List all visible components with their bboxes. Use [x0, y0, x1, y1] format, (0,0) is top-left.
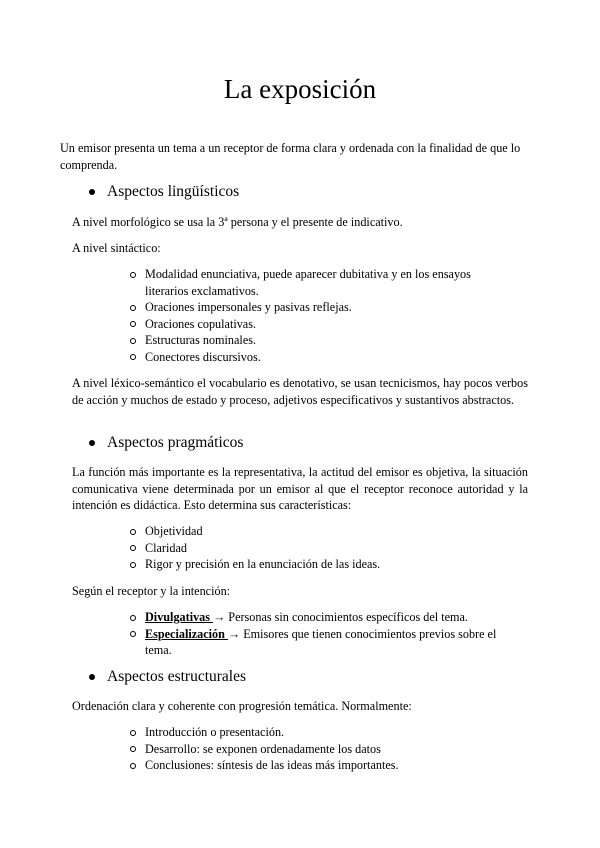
section-heading-linguisticos [89, 182, 239, 202]
section-heading-text: Aspectos estructurales [107, 668, 247, 685]
circle-bullet-icon [130, 763, 136, 769]
circle-bullet-icon [130, 562, 136, 568]
sintactico-list [130, 266, 478, 365]
circle-bullet-icon [130, 529, 136, 535]
lexico-paragraph: A nivel léxico-semántico el vocabulario es denotativo, se usan tecnicismos, hay pocos verbos de acción y muchos de estado y proceso, adjetivos especificativos y sustantivos abstractos. [72, 376, 528, 407]
funcion-paragraph: La función más importante es la representativa, la actitud del emisor es objetiva, la situación comunicativa viene determinada por un emisor al que el receptor reconoce autoridad y la intención es didáctica. Esto determina sus características: [72, 465, 528, 512]
term-especializacion: Especialización [145, 626, 228, 641]
circle-bullet-icon [130, 272, 136, 278]
circle-bullet-icon [130, 631, 136, 637]
page-title: La exposición [223, 74, 377, 104]
caracteristicas-list [130, 523, 470, 573]
term-divulgativas: Divulgativas [145, 610, 214, 624]
arrow-right-icon: → [227, 626, 241, 641]
list-item: Modalidad enunciativa, puede aparecer dubitativa y en los ensayos literarios exclamativos. [130, 266, 478, 299]
list-item: Introducción o presentación. [130, 724, 490, 741]
section-heading-pragmaticos [89, 433, 243, 453]
circle-bullet-icon [130, 321, 136, 327]
list-item: Divulgativas → Personas sin conocimientos específicos del tema. [130, 609, 520, 626]
circle-bullet-icon [130, 338, 136, 344]
list-item: Estructuras nominales. [130, 332, 478, 349]
morfologico-paragraph: A nivel morfológico se usa la 3ª persona y el presente de indicativo. [72, 215, 403, 229]
circle-bullet-icon [130, 746, 136, 752]
list-item: Especialización → Emisores que tienen conocimientos previos sobre el tema. [130, 626, 520, 659]
arrow-right-icon: → [213, 610, 226, 624]
tipos-list [130, 609, 520, 659]
list-item: Oraciones copulativas. [130, 316, 478, 333]
intro-paragraph: Un emisor presenta un tema a un receptor de forma clara y ordenada con la finalidad de que lo comprenda. [60, 141, 521, 172]
circle-bullet-icon [130, 730, 136, 736]
circle-bullet-icon [130, 354, 136, 360]
list-item: Rigor y precisión en la enunciación de las ideas. [130, 556, 470, 573]
circle-bullet-icon [130, 615, 136, 621]
bullet-icon [89, 189, 95, 195]
list-item: Conectores discursivos. [130, 349, 478, 366]
bullet-icon [89, 440, 95, 446]
circle-bullet-icon [130, 545, 136, 551]
section-heading-estructurales [89, 667, 246, 687]
section-heading-text: Aspectos lingüísticos [107, 183, 240, 200]
estructura-list [130, 724, 490, 774]
ordenacion-paragraph: Ordenación clara y coherente con progresión temática. Normalmente: [72, 699, 412, 713]
list-item: Claridad [130, 540, 470, 557]
bullet-icon [89, 674, 95, 680]
list-item: Conclusiones: síntesis de las ideas más importantes. [130, 757, 490, 774]
sintactico-label: A nivel sintáctico: [72, 241, 161, 255]
list-item: Oraciones impersonales y pasivas reflejas. [130, 299, 478, 316]
list-item: Desarrollo: se exponen ordenadamente los datos [130, 741, 490, 758]
segun-label: Según el receptor y la intención: [72, 584, 231, 598]
list-item: Objetividad [130, 523, 470, 540]
section-heading-text: Aspectos pragmáticos [107, 434, 244, 451]
circle-bullet-icon [130, 305, 136, 311]
